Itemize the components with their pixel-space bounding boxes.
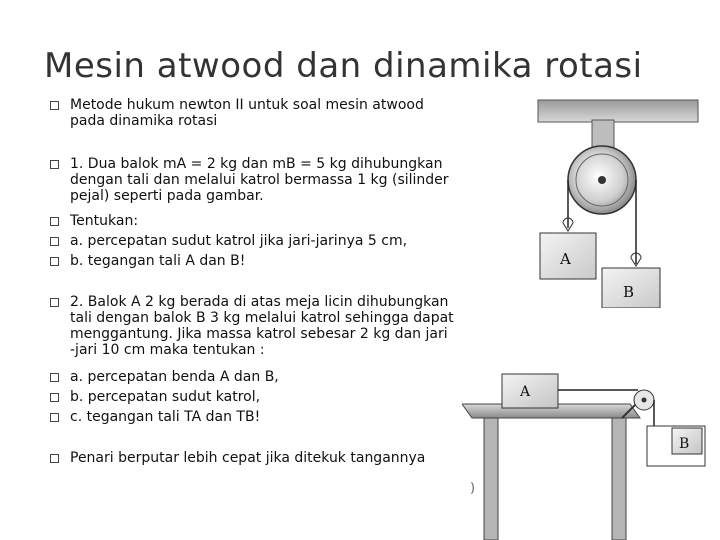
bullet-icon [50,393,59,402]
bullet-icon [50,101,59,110]
bullet-icon [50,217,59,226]
bullet-icon [50,257,59,266]
list-item: a. percepatan sudut katrol jika jari-jarinya 5 cm, [70,233,408,249]
ceiling-support [538,100,698,122]
page-title: Mesin atwood dan dinamika rotasi [44,46,643,86]
list-item: b. percepatan sudut katrol, [70,389,261,405]
list-item: 1. Dua balok mA = 2 kg dan mB = 5 kg dihubungkan dengan tali dan melalui katrol bermassa 1 kg (silinder pejal) seperti pada gambar. [70,156,449,204]
list-item: c. tegangan tali TA dan TB! [70,409,261,425]
table-pulley-figure [462,360,712,540]
bullet-icon [50,413,59,422]
bullet-icon [50,454,59,463]
block-a-label: A [560,250,571,268]
bullet-icon [50,298,59,307]
block-b-label: B [679,436,690,452]
list-item: Metode hukum newton II untuk soal mesin atwood pada dinamika rotasi [70,97,424,129]
atwood-machine-figure [530,98,710,308]
bullet-icon [50,160,59,169]
list-item: a. percepatan benda A dan B, [70,369,279,385]
pulley-axle [598,176,606,184]
block-b-label: B [623,283,635,301]
block-a-label: A [520,384,531,400]
table-leg [612,418,626,540]
list-item: Penari berputar lebih cepat jika ditekuk tangannya [70,450,426,466]
bullet-icon [50,373,59,382]
list-item: b. tegangan tali A dan B! [70,253,246,269]
figure-caption: ) [470,481,476,496]
list-item: Tentukan: [70,213,139,229]
table-leg [484,418,498,540]
bullet-icon [50,237,59,246]
list-item: 2. Balok A 2 kg berada di atas meja licin dihubungkan tali dengan balok B 3 kg melalui katrol sehingga dapat menggantung. Jika massa katrol sebesar 2 kg dan jari -jari 10 cm maka tentukan : [70,294,454,358]
